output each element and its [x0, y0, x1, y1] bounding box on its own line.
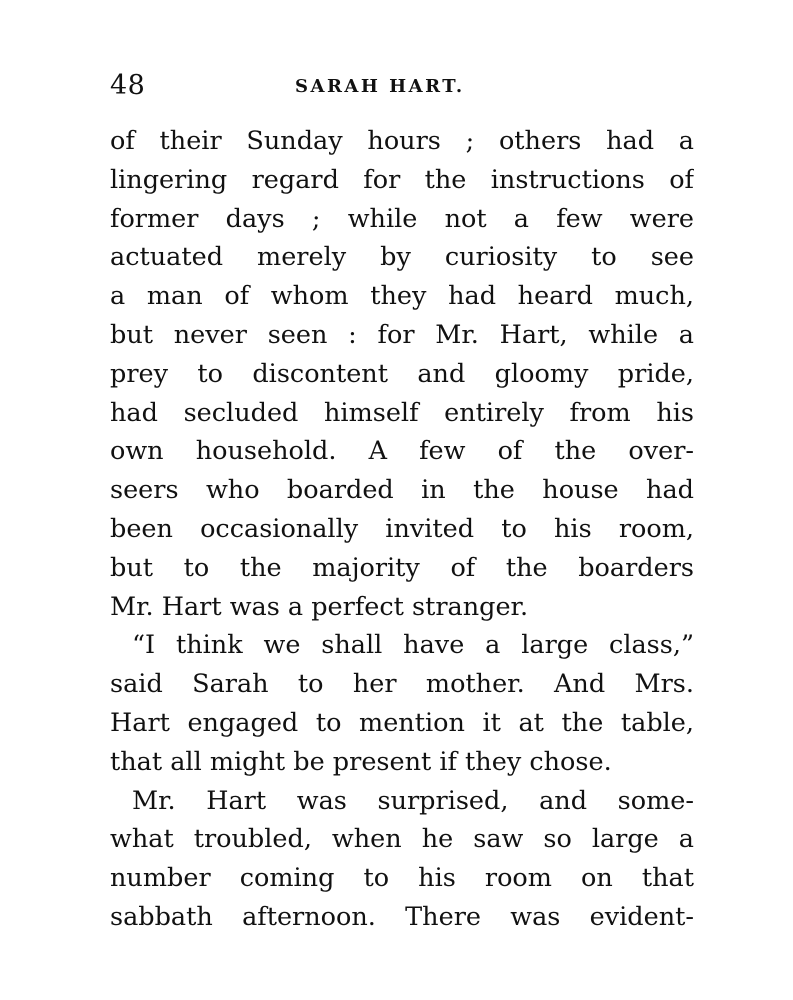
text-line: what troubled, when he saw so large a [110, 824, 694, 855]
text-line: former days ; while not a few were [110, 203, 694, 234]
text-line: seers who boarded in the house had [110, 475, 694, 506]
text-line: number coming to his room on that [110, 863, 694, 894]
text-line: been occasionally invited to his room, [110, 513, 694, 544]
text-line: a man of whom they had heard much, [110, 281, 694, 312]
body-text [110, 122, 694, 937]
page-number: 48 [110, 70, 146, 101]
text-line: but to the majority of the boarders [110, 552, 694, 583]
text-line: “I think we shall have a large class,” [132, 630, 694, 661]
running-title: SARAH HART. [295, 76, 465, 97]
text-line: Mr. Hart was a perfect stranger. [110, 591, 529, 622]
text-line: sabbath afternoon. There was evident- [110, 901, 694, 932]
text-line: said Sarah to her mother. And Mrs. [110, 669, 694, 700]
text-line: actuated merely by curiosity to see [110, 242, 694, 273]
page-header [110, 70, 694, 100]
text-line: lingering regard for the instructions of [110, 164, 694, 195]
text-line: own household. A few of the over- [110, 436, 694, 467]
text-line: but never seen : for Mr. Hart, while a [110, 319, 694, 350]
text-line: of their Sunday hours ; others had a [110, 126, 694, 156]
text-line: had secluded himself entirely from his [110, 397, 694, 428]
text-line: prey to discontent and gloomy pride, [110, 358, 694, 389]
text-line: Hart engaged to mention it at the table, [110, 707, 694, 738]
text-line: that all might be present if they chose. [110, 746, 612, 777]
text-line: Mr. Hart was surprised, and some- [132, 785, 694, 816]
